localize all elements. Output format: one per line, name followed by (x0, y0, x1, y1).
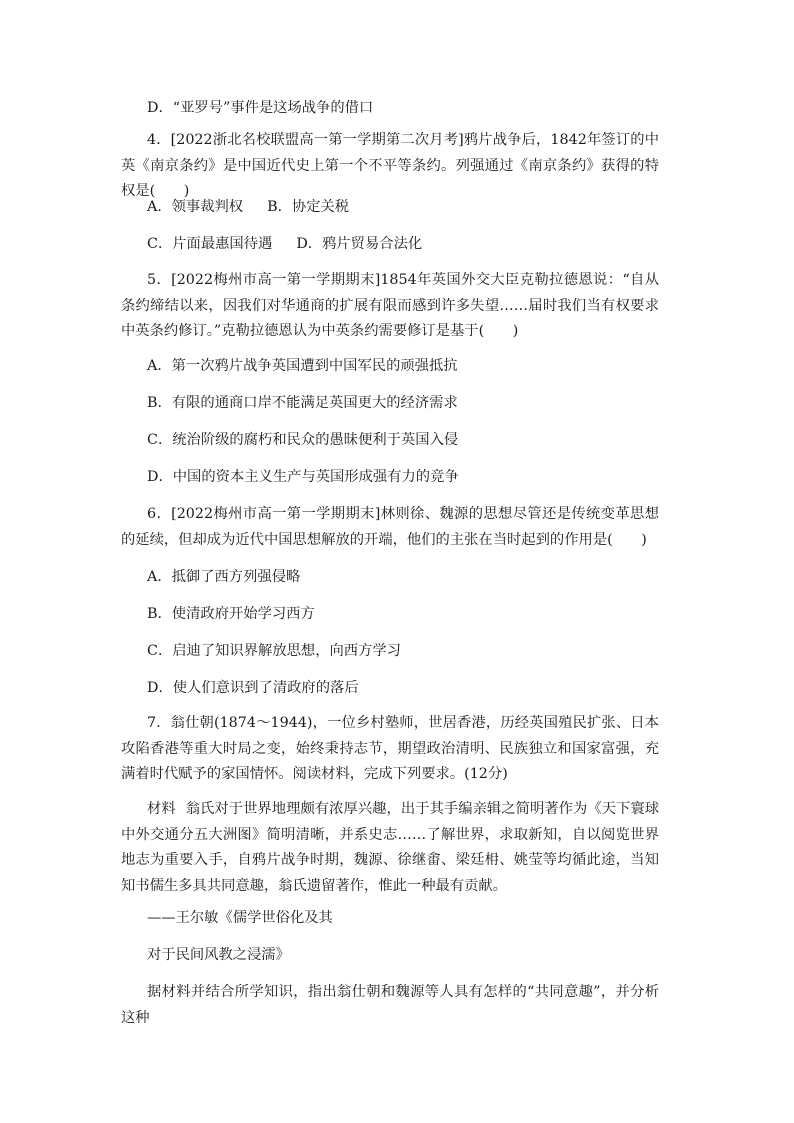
q6-option-c: C．启迪了知识界解放思想，向西方学习 (147, 643, 401, 659)
q3-option-d: D．“亚罗号”事件是这场战争的借口 (147, 100, 374, 116)
q4-option-d: D．鸦片贸易合法化 (296, 236, 423, 252)
q7-source-line2: 对于民间风教之浸濡》 (147, 947, 290, 963)
q7-task: 据材料并结合所学知识，指出翁仕朝和魏源等人具有怎样的“共同意趣”，并分析这种 (121, 984, 659, 1026)
q5-option-a: A．第一次鸦片战争英国遭到中国军民的顽强抵抗 (147, 358, 458, 374)
q6-stem: 6．[2022梅州市高一第一学期期末]林则徐、魏源的思想尽管还是传统变革思想的延续，但却成为近代中国思想解放的开端，他们的主张在当时起到的作用是( ) (121, 506, 659, 548)
q4-options-row1 (147, 197, 349, 217)
q6-option-a: A．抵御了西方列强侵略 (147, 569, 301, 585)
q7-stem: 7．翁仕朝(1874～1944)，一位乡村塾师，世居香港，历经英国殖民扩张、日本攻陷香港等重大时局之变，始终秉持志节，期望政治清明、民族独立和国家富强，充满着时代赋予的家国情怀。阅读材料，完成下列要求。(12分) (121, 715, 659, 782)
q5-stem: 5．[2022梅州市高一第一学期期末]1854年英国外交大臣克勒拉德恩说：“自从条约缔结以来，因我们对华通商的扩展有限而感到许多失望……届时我们当有权要求中英条约修订。”克勒拉德恩认为中英条约需要修订是基于( ) (121, 272, 659, 339)
q6-option-d: D．使人们意识到了清政府的落后 (147, 680, 359, 696)
q6-option-b: B．使清政府开始学习西方 (147, 606, 315, 622)
q5-option-d: D．中国的资本主义生产与英国形成强有力的竞争 (147, 469, 459, 485)
q4-stem: 4．[2022浙北名校联盟高一第一学期第二次月考]鸦片战争后，1842年签订的中英《南京条约》是中国近代史上第一个不平等条约。列强通过《南京条约》获得的特权是( ) (121, 132, 659, 199)
q4-options-row2 (147, 234, 422, 254)
material-label: 材料 (147, 801, 176, 817)
q7-material (121, 797, 659, 899)
material-text: 翁氏对于世界地理颇有浓厚兴趣，出于其手编亲辑之简明著作为《天下寰球中外交通分五大洲图》简明清晰，并系史志……了解世界，求取新知，自以阅览世界地志为重要入手，自鸦片战争时期，魏源、徐继畬、梁廷枏、姚莹等均循此途，当知知书儒生多具共同意趣，翁氏遗留著作，惟此一种最有贡献。 (121, 801, 660, 894)
q7-source-line1: ——王尔敏《儒学世俗化及其 (147, 910, 333, 926)
q4-option-c: C．片面最惠国待遇 (147, 236, 273, 252)
q5-option-b: B．有限的通商口岸不能满足英国更大的经济需求 (147, 395, 458, 411)
q4-option-a: A．领事裁判权 (147, 199, 244, 215)
q4-option-b: B．协定关税 (267, 199, 350, 215)
q5-option-c: C．统治阶级的腐朽和民众的愚昧便利于英国入侵 (147, 432, 459, 448)
